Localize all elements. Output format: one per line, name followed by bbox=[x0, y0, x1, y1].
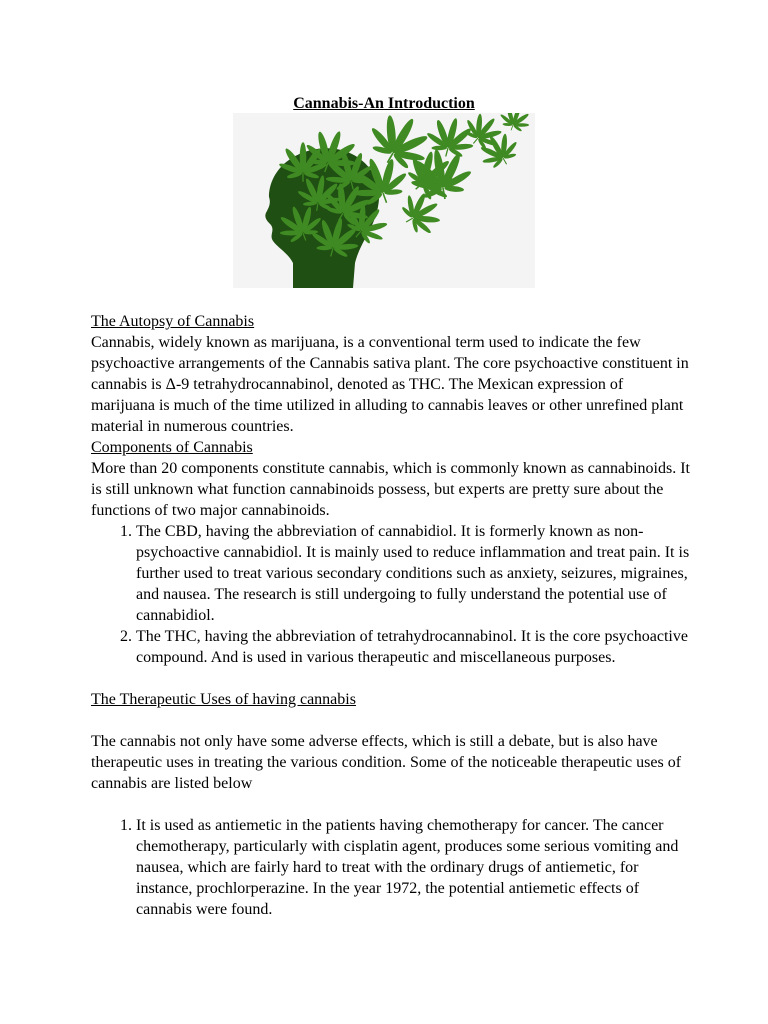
therapeutic-paragraph: The cannabis not only have some adverse effects, which is still a debate, but is also have therapeutic uses in treating the various condition. Some of the noticeable therapeutic uses of cannabis are listed below bbox=[91, 733, 682, 792]
document-title: Cannabis-An Introduction bbox=[293, 95, 475, 112]
document-body bbox=[91, 311, 691, 920]
list-item: 1. It is used as antiemetic in the patients having chemotherapy for cancer. The cancer chemotherapy, particularly with cisplatin agent, produces some serious vomiting and nausea, which are fairly hard to treat with the ordinary drugs of antiemetic, for instance, prochlorperazine. In the year 1972, the potential antiemetic effects of cannabis were found. bbox=[136, 815, 691, 920]
autopsy-paragraph: Cannabis, widely known as marijuana, is a conventional term used to indicate the few psychoactive arrangements of the Cannabis sativa plant. The core psychoactive constituent in cannabis is Δ-9 tetrahydrocannabinol, denoted as THC. The Mexican expression of marijuana is much of the time utilized in alluding to cannabis leaves or other unrefined plant material in numerous countries. bbox=[91, 334, 689, 435]
list-item: 2. The THC, having the abbreviation of tetrahydrocannabinol. It is the core psychoactive compound. And is used in various therapeutic and miscellaneous purposes. bbox=[136, 626, 691, 668]
head-with-cannabis-leaves-image bbox=[233, 113, 535, 288]
section-heading-components: Components of Cannabis bbox=[91, 439, 253, 456]
list-item: 1. The CBD, having the abbreviation of cannabidiol. It is formerly known as non-psychoactive cannabidiol. It is mainly used to reduce inflammation and treat pain. It is further used to treat various secondary conditions such as anxiety, seizures, migraines, and nausea. The research is still undergoing to fully understand the potential use of cannabidiol. bbox=[136, 521, 691, 626]
section-heading-autopsy: The Autopsy of Cannabis bbox=[91, 313, 255, 330]
section-heading-therapeutic: The Therapeutic Uses of having cannabis bbox=[91, 691, 356, 708]
components-paragraph: More than 20 components constitute cannabis, which is commonly known as cannabinoids. It is still unknown what function cannabinoids possess, but experts are pretty sure about the functions of two major cannabinoids. bbox=[91, 460, 690, 519]
components-list bbox=[91, 521, 691, 668]
therapeutic-list bbox=[91, 815, 691, 920]
